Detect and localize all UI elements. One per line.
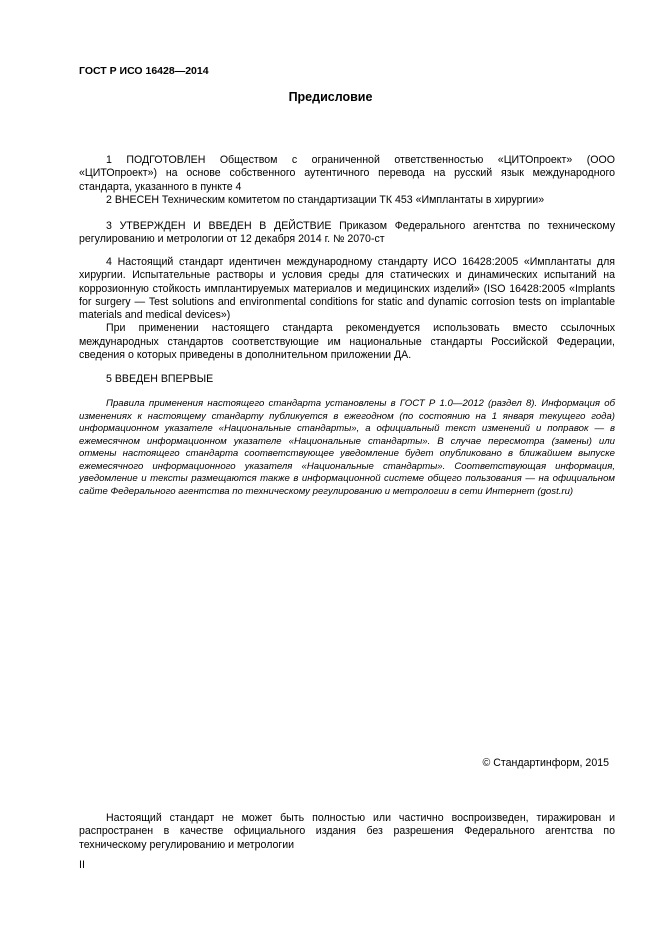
item-1: 1 ПОДГОТОВЛЕН Обществом с ограниченной ответственностью «ЦИТОпроект» (ООО «ЦИТОпроект») на основе собственного аутентичного перевода на русский язык международного стандарта, указанного в пункте 4 [79,154,615,193]
page-title: Предисловие [288,90,373,104]
application-rules-notice: Правила применения настоящего стандарта установлены в ГОСТ Р 1.0—2012 (раздел 8). Информация об изменениях к настоящему стандарту публикуется в ежегодном (по состоянию на 1 января текущего года) информационном указателе «Национальные стандарты», а официальный текст изменений и поправок — в ежемесячном информационном указателе «Национальные стандарты». В случае пересмотра (замены) или отмены настоящего стандарта соответствующее уведомление будет опубликовано в ближайшем выпуске ежемесячного информационного указателя «Национальные стандарты». Соответствующая информация, уведомление и тексты размещаются также в информационной системе общего пользования — на официальном сайте Федерального агентства по техническому регулированию и метрологии в сети Интернет (gost.ru) [79,398,615,497]
item-4: 4 Настоящий стандарт идентичен международному стандарту ИСО 16428:2005 «Имплантаты для хирургии. Испытательные растворы и условия среды для статических и динамических испытаний на коррозионную стойкость имплантируемых материалов и медицинских изделий» (ISO 16428:2005 «Implants for surgery — Test solutions and environmental conditions for static and dynamic corrosion tests on implantable materials and medical devices») При применении настоящего стандарта рекомендуется использовать вместо ссылочных международных стандартов соответствующие им национальные стандарты Российской Федерации, сведения о которых приведены в дополнительном приложении ДА. [79,256,615,362]
document-header: ГОСТ Р ИСО 16428—2014 [79,65,209,77]
reproduction-notice: Настоящий стандарт не может быть полностью или частично воспроизведен, тиражирован и распространен в качестве официального издания без разрешения Федерального агентства по техническому регулированию и метрологии [79,812,615,851]
item-3: 3 УТВЕРЖДЕН И ВВЕДЕН В ДЕЙСТВИЕ Приказом Федерального агентства по техническому регулированию и метрологии от 12 декабря 2014 г. № 2070-ст [79,220,615,246]
item-5: 5 ВВЕДЕН ВПЕРВЫЕ [106,373,214,385]
copyright: © Стандартинформ, 2015 [482,757,609,769]
page-number: II [79,859,85,871]
item-4-note: При применении настоящего стандарта рекомендуется использовать вместо ссылочных международных стандартов соответствующие им национальные стандарты Российской Федерации, сведения о которых приведены в дополнительном приложении ДА. [79,322,615,362]
item-2: 2 ВНЕСЕН Техническим комитетом по стандартизации ТК 453 «Имплантаты в хирургии» [106,194,545,206]
